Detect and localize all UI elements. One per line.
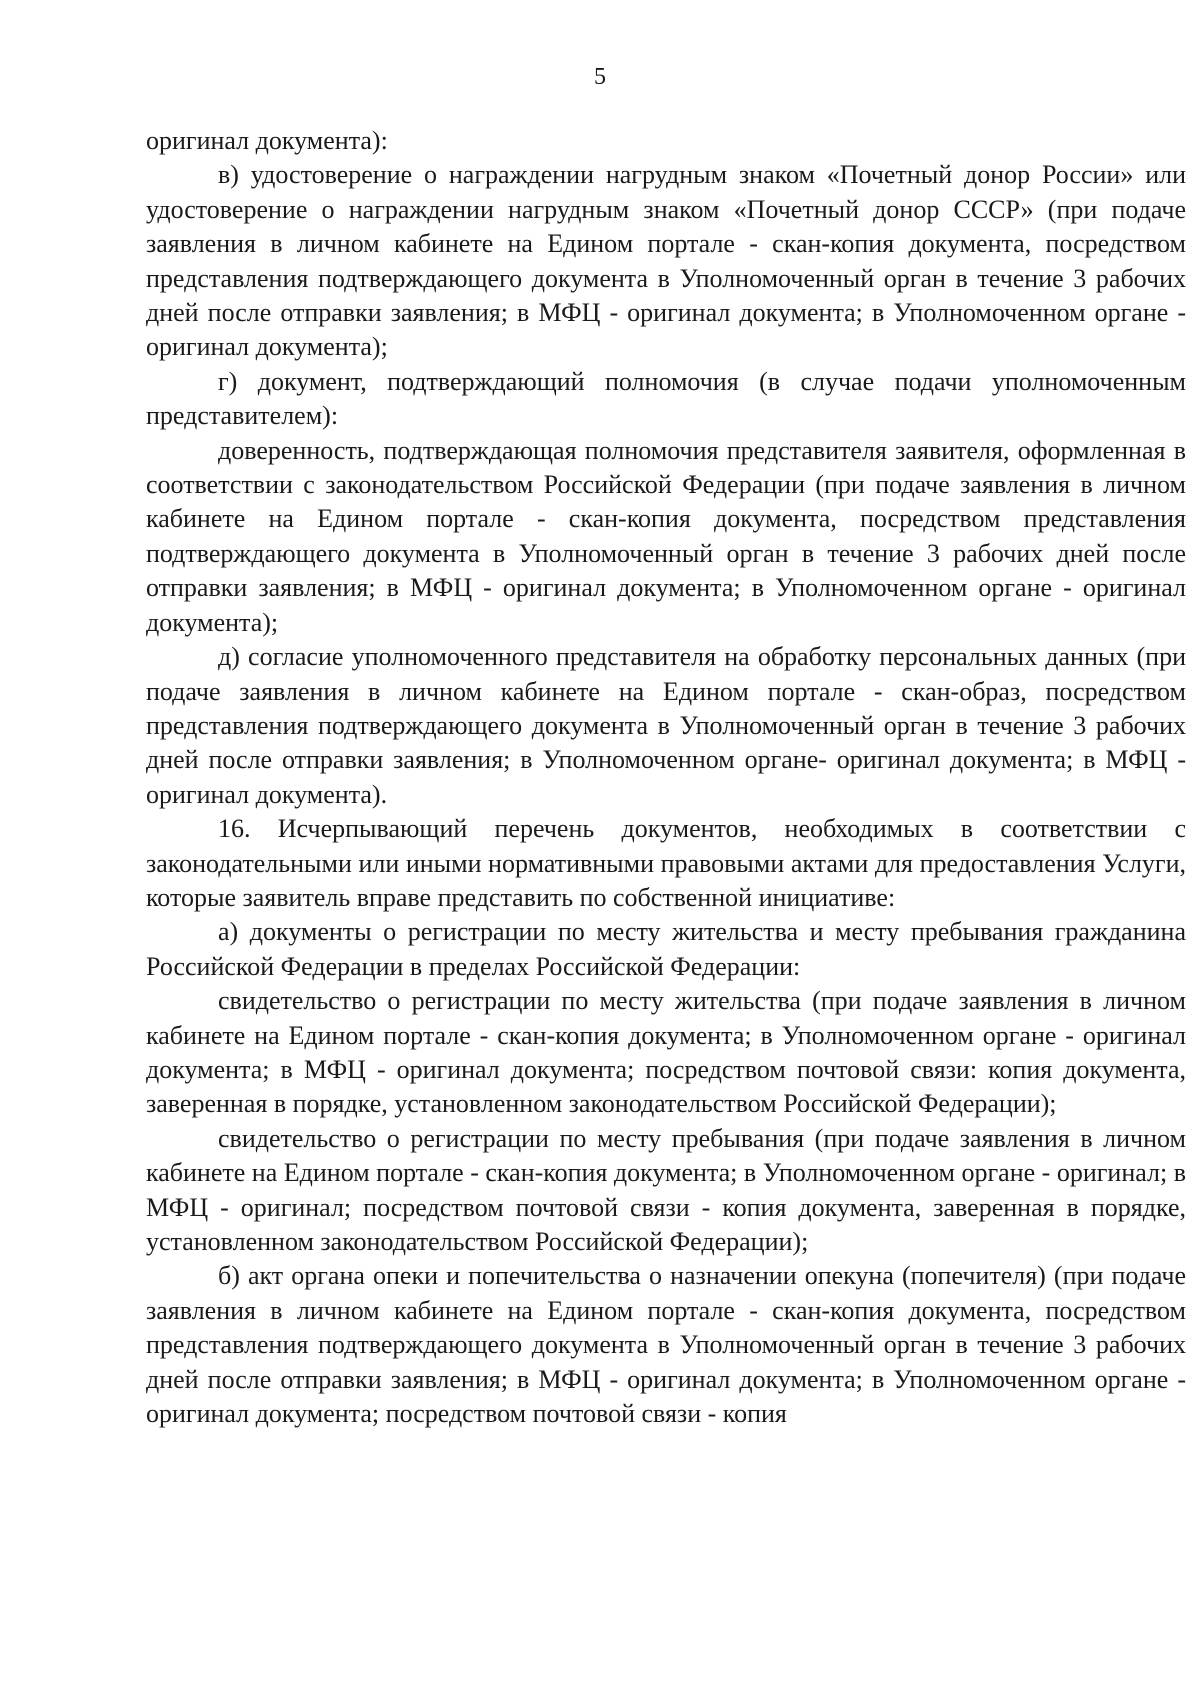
paragraph-stay-certificate: свидетельство о регистрации по месту пребывания (при подаче заявления в личном кабинете на Едином портале - скан-копия документа; в Уполномоченном органе - оригинал; в МФЦ - оригинал; посредством почтовой связи - копия документа, заверенная в порядке, установленном законодательством Российской Федерации); [146, 1123, 1186, 1256]
paragraph-item-d: д) согласие уполномоченного представителя на обработку персональных данных (при подаче заявления в личном кабинете на Едином портале - скан-образ, посредством представления подтверждающего документа в Уполномоченный орган в течение 3 рабочих дней после отправки заявления; в Уполномоченном органе- оригинал документа; в МФЦ - оригинал документа). [146, 642, 1186, 809]
paragraph-item-g: г) документ, подтверждающий полномочия (в случае подачи уполномоченным представителем): [146, 366, 1186, 431]
paragraph-item-v: в) удостоверение о награждении нагрудным знаком «Почетный донор России» или удостоверение о награждении нагрудным знаком «Почетный донор СССР» (при подаче заявления в личном кабинете на Едином портале - скан-копия документа, посредством представления подтверждающего документа в Уполномоченный орган в течение 3 рабочих дней после отправки заявления; в МФЦ - оригинал документа; в Уполномоченном органе - оригинал документа); [146, 160, 1186, 362]
paragraph-section-16: 16. Исчерпывающий перечень документов, необходимых в соответствии с законодательными или иными нормативными правовыми актами для предоставления Услуги, которые заявитель вправе представить по собственной инициативе: [146, 814, 1186, 912]
document-body [146, 124, 1186, 1431]
paragraph-item-a: а) документы о регистрации по месту жительства и месту пребывания гражданина Российской Федерации в пределах Российской Федерации: [146, 917, 1186, 981]
paragraph-item-b: б) акт органа опеки и попечительства о назначении опекуна (попечителя) (при подаче заявления в личном кабинете на Едином портале - скан-копия документа, посредством представления подтверждающего документа в Уполномоченный орган в течение 3 рабочих дней после отправки заявления; в МФЦ - оригинал документа; в Уполномоченном органе - оригинал документа; посредством почтовой связи - копия [146, 1261, 1186, 1429]
paragraph-power-of-attorney: доверенность, подтверждающая полномочия представителя заявителя, оформленная в соответствии с законодательством Российской Федерации (при подаче заявления в личном кабинете на Едином портале - скан-копия документа, посредством представления подтверждающего документа в Уполномоченный орган в течение 3 рабочих дней после отправки заявления; в МФЦ - оригинал документа; в Уполномоченном органе - оригинал документа); [146, 435, 1186, 637]
paragraph-continuation: оригинал документа): [146, 126, 388, 155]
page-number: 5 [594, 64, 606, 90]
paragraph-residence-certificate: свидетельство о регистрации по месту жительства (при подаче заявления в личном кабинете на Едином портале - скан-копия документа; в Уполномоченном органе - оригинал документа; в МФЦ - оригинал документа; посредством почтовой связи: копия документа, заверенная в порядке, установленном законодательством Российской Федерации); [146, 986, 1186, 1119]
